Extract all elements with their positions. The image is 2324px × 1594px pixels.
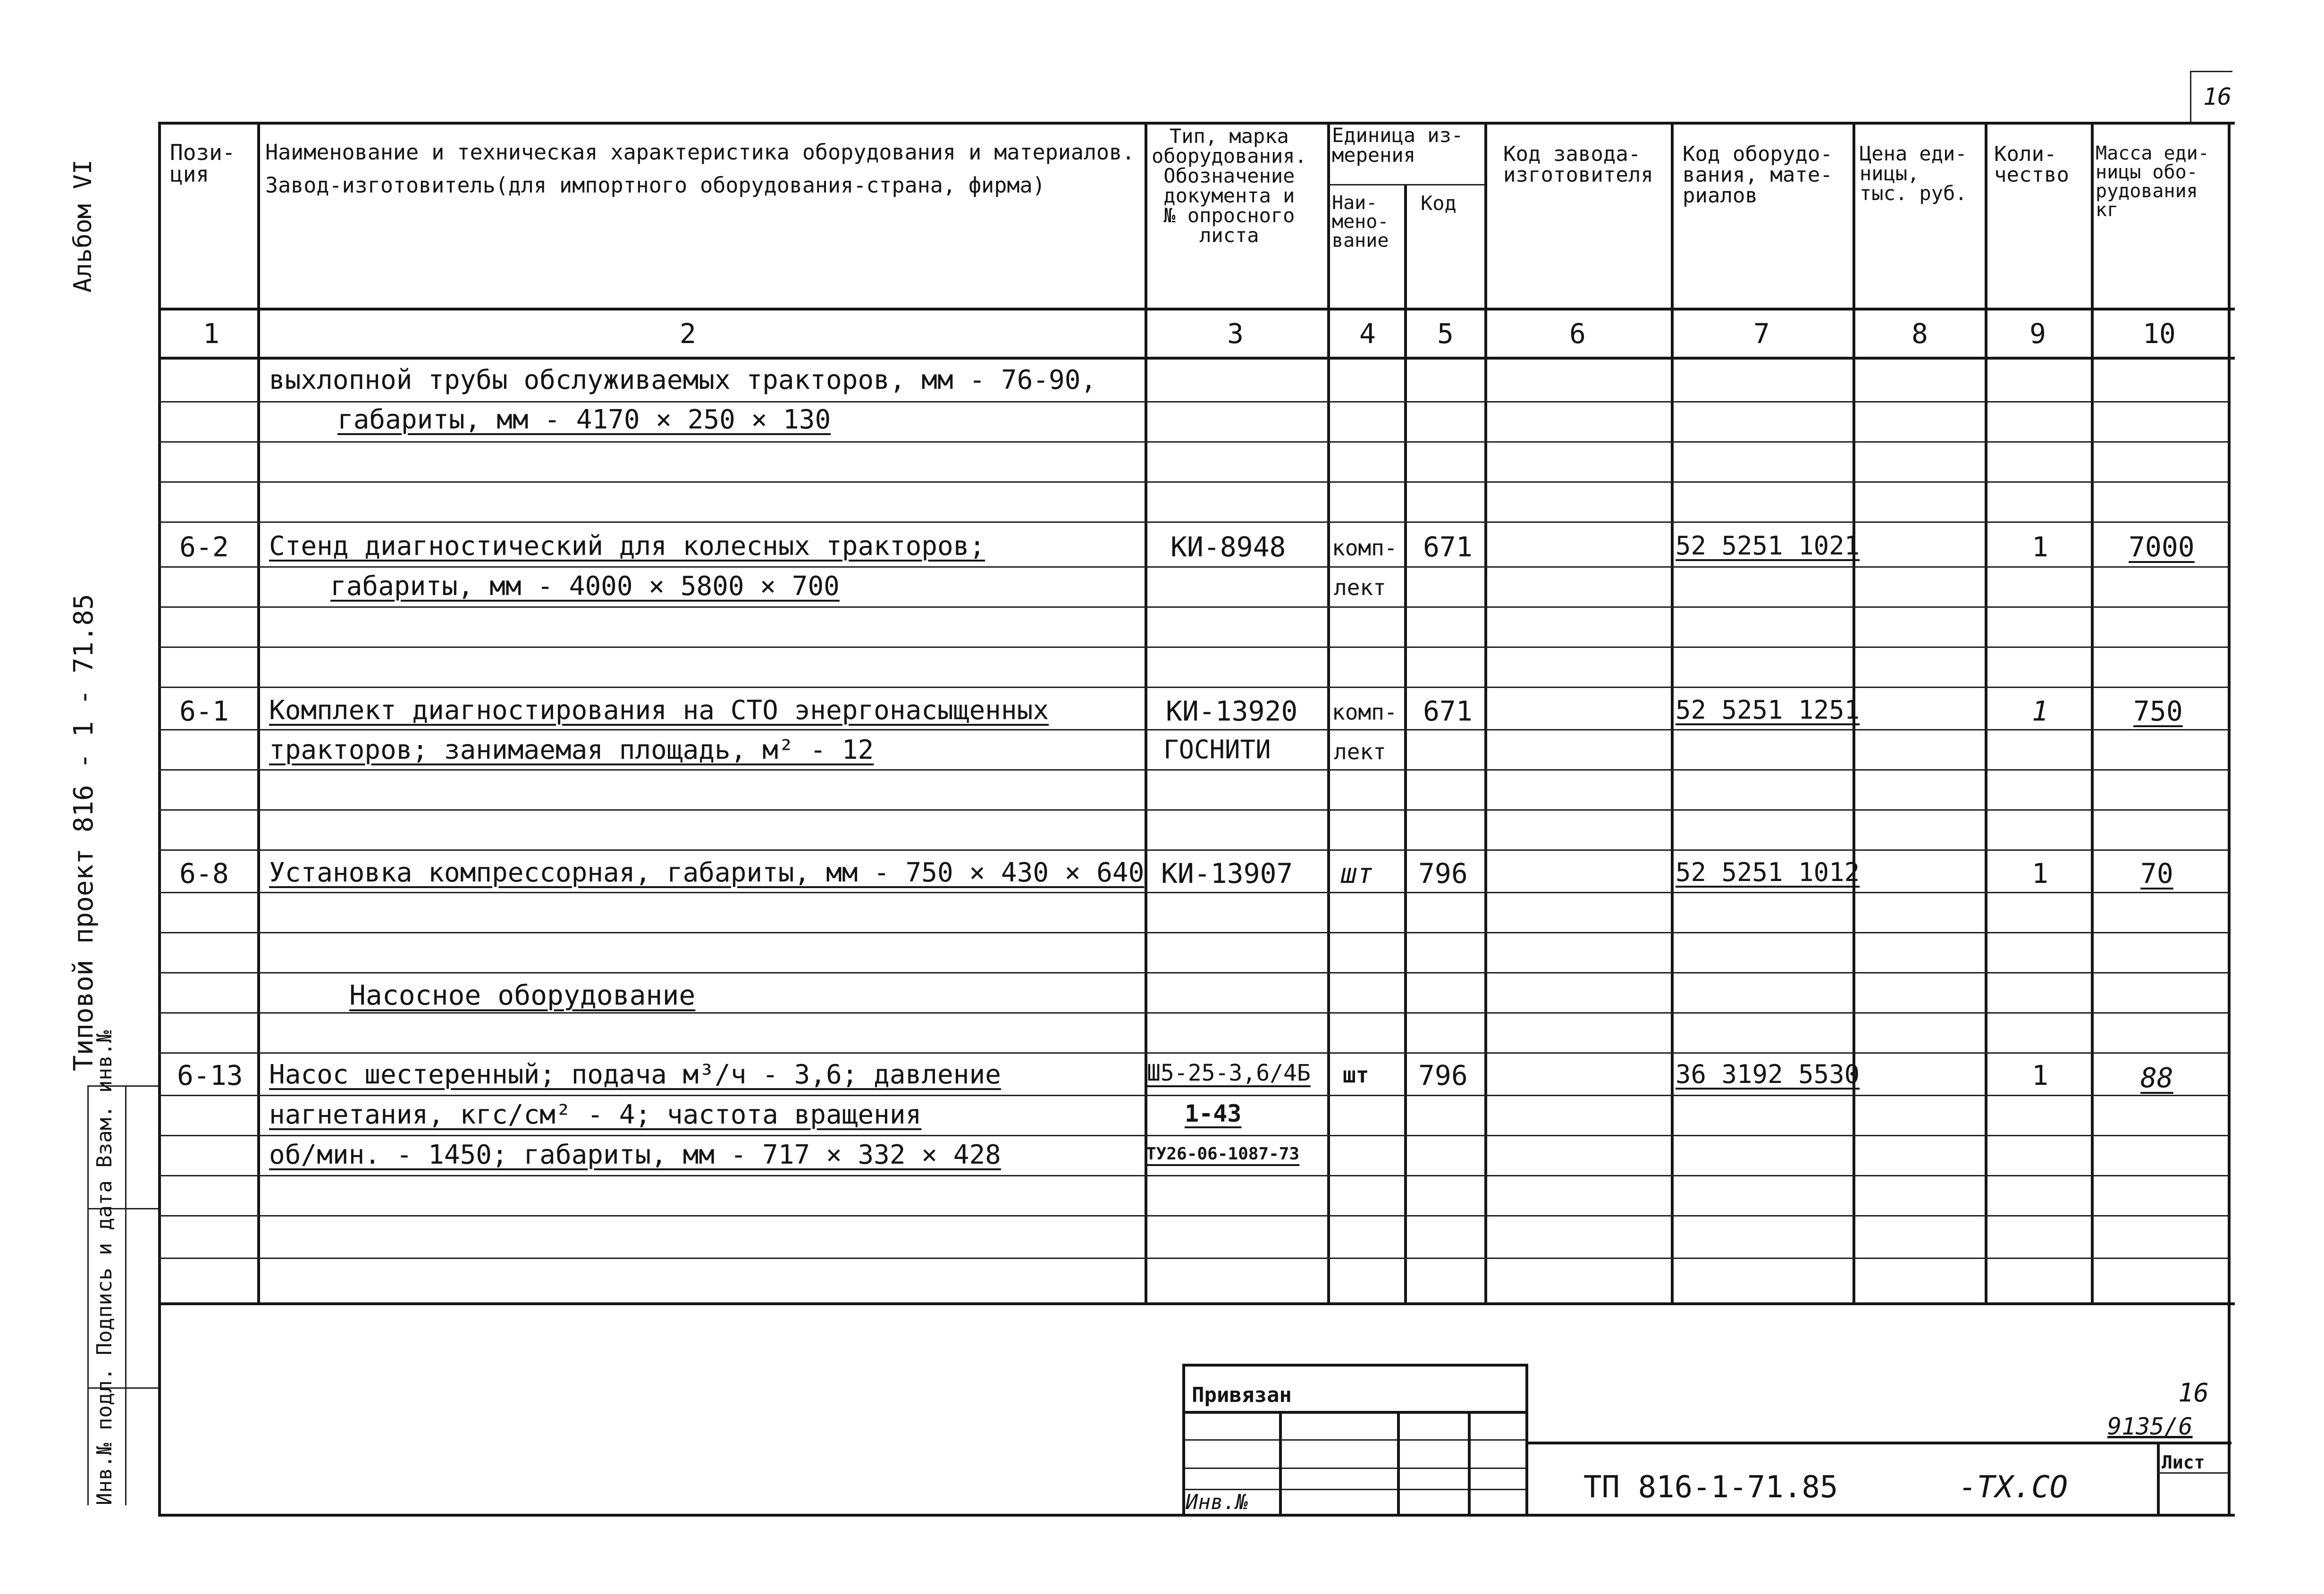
sheet-label: Лист bbox=[2162, 1452, 2205, 1473]
col-number-1: 1 bbox=[203, 318, 219, 350]
section-heading: Насосное оборудование bbox=[349, 979, 696, 1011]
title-block-top bbox=[1184, 1364, 1528, 1367]
row-line bbox=[158, 441, 2229, 443]
row-line bbox=[158, 1215, 2229, 1216]
item3-unit: шт bbox=[1340, 857, 1373, 889]
header-equipment-code: Код оборудо- вания, мате- риалов bbox=[1683, 142, 1833, 208]
col-number-4: 4 bbox=[1359, 318, 1376, 350]
col-sep-5 bbox=[1484, 122, 1487, 1304]
document-suffix: -ТХ.СО bbox=[1959, 1470, 2068, 1505]
item1-code: 671 bbox=[1423, 531, 1473, 563]
item4-position: 6-13 bbox=[177, 1059, 243, 1091]
row-line bbox=[158, 646, 2229, 648]
item4-quantity: 1 bbox=[2032, 1059, 2048, 1091]
item4-type-line3: ТУ26-06-1087-73 bbox=[1146, 1144, 1300, 1164]
item4-name-line3: об/мин. - 1450; габариты, мм - 717 × 332 × 428 bbox=[269, 1140, 1001, 1170]
row-line bbox=[158, 1135, 2229, 1136]
row-line bbox=[158, 481, 2229, 483]
item2-name-line2: тракторов; занимаемая площадь, м² - 12 bbox=[269, 735, 874, 765]
title-sheet-number: 16 bbox=[2178, 1378, 2209, 1408]
item1-name-line2: габариты, мм - 4000 × 5800 × 700 bbox=[330, 571, 840, 602]
continuation-line-2: габариты, мм - 4170 × 250 × 130 bbox=[337, 404, 831, 435]
row-line bbox=[158, 1012, 2229, 1014]
archive-number: 9135/6 bbox=[2107, 1413, 2193, 1440]
item4-equipment-code: 36 3192 5530 bbox=[1676, 1059, 1860, 1089]
sheet-number-box-top bbox=[2190, 71, 2232, 72]
header-mass: Масса еди- ницы обо- рудования кг bbox=[2096, 143, 2209, 221]
item4-mass: 88 bbox=[2140, 1062, 2173, 1094]
item3-equipment-code: 52 5251 1012 bbox=[1676, 857, 1860, 887]
title-block-line bbox=[1184, 1439, 1528, 1441]
item4-unit: шт bbox=[1343, 1062, 1369, 1088]
row-line bbox=[158, 729, 2229, 730]
header-unit-price: Цена еди- ницы, тыс. руб. bbox=[1860, 142, 1967, 205]
item2-position: 6-1 bbox=[179, 695, 229, 727]
row-line bbox=[158, 849, 2229, 851]
col-sep-9 bbox=[2091, 122, 2094, 1304]
item3-mass: 70 bbox=[2140, 857, 2173, 889]
sheet-number-box-left bbox=[2190, 71, 2191, 122]
item1-mass: 7000 bbox=[2129, 531, 2195, 563]
item1-quantity: 1 bbox=[2032, 531, 2048, 563]
title-block-left bbox=[1182, 1364, 1185, 1515]
header-name-line1: Наименование и техническая характеристика оборудования и материалов. bbox=[265, 140, 1135, 165]
col-sep-1 bbox=[257, 122, 260, 1304]
title-block-sheet-sep bbox=[2157, 1444, 2160, 1515]
row-line bbox=[158, 606, 2229, 608]
row-line bbox=[158, 932, 2229, 933]
header-quantity: Коли- чество bbox=[1994, 142, 2069, 187]
col-number-2: 2 bbox=[680, 318, 696, 350]
bound-label: Привязан bbox=[1192, 1383, 1292, 1407]
row-line bbox=[158, 1175, 2229, 1176]
item4-name-line1: Насос шестеренный; подача м³/ч - 3,6; давление bbox=[269, 1059, 1001, 1090]
col-number-6: 6 bbox=[1569, 318, 1586, 350]
col-sep-8 bbox=[1985, 122, 1987, 1304]
item1-type: КИ-8948 bbox=[1170, 531, 1286, 563]
row-line bbox=[158, 521, 2229, 523]
item2-type-line2: ГОСНИТИ bbox=[1163, 735, 1271, 764]
item4-code: 796 bbox=[1418, 1059, 1468, 1091]
row-line bbox=[158, 972, 2229, 973]
album-label: Альбом VI bbox=[69, 159, 97, 293]
header-bottom-border bbox=[158, 308, 2235, 310]
stamp-label: Инв.№ подл. Подпись и дата Взам. инв.№ bbox=[93, 1030, 117, 1505]
item1-unit-line1: комп- bbox=[1332, 535, 1398, 561]
row-line bbox=[158, 401, 2229, 403]
item1-position: 6-2 bbox=[179, 531, 229, 563]
stamp-column-left bbox=[87, 1085, 89, 1505]
table-left-border bbox=[158, 122, 161, 1515]
header-manufacturer-code: Код завода- изготовителя bbox=[1503, 142, 1653, 187]
header-type: Тип, марка оборудования. Обозначение документа и № опросного листа bbox=[1152, 125, 1307, 247]
col-number-8: 8 bbox=[1911, 318, 1928, 350]
title-block-sep bbox=[1525, 1364, 1528, 1515]
inventory-label: Инв.№ bbox=[1186, 1490, 1248, 1514]
title-block-line bbox=[1184, 1468, 1528, 1469]
row-line bbox=[158, 566, 2229, 568]
col-sep-6 bbox=[1671, 122, 1674, 1304]
item4-name-line2: нагнетания, кгс/см² - 4; частота вращения bbox=[269, 1099, 922, 1130]
item2-unit-line2: лект bbox=[1334, 739, 1386, 764]
table-right-border bbox=[2228, 122, 2231, 1515]
item3-name: Установка компрессорная, габариты, мм - 750 × 430 × 640 bbox=[269, 857, 1145, 888]
title-block-line bbox=[1184, 1411, 1528, 1414]
row-line bbox=[158, 1258, 2229, 1259]
row-line bbox=[158, 769, 2229, 771]
body-bottom-border bbox=[158, 1302, 2235, 1305]
header-unit-code: Код bbox=[1421, 192, 1457, 215]
document-code: ТП 816-1-71.85 bbox=[1583, 1470, 1838, 1505]
col-sep-3 bbox=[1327, 122, 1330, 1304]
header-position: Пози- ция bbox=[170, 140, 236, 187]
sheet-number: 16 bbox=[2203, 83, 2232, 110]
item3-quantity: 1 bbox=[2032, 857, 2048, 889]
col-number-7: 7 bbox=[1753, 318, 1770, 350]
item1-name-line1: Стенд диагностический для колесных тракторов; bbox=[269, 531, 985, 562]
item2-name-line1: Комплект диагностирования на СТО энергонасыщенных bbox=[269, 695, 1049, 726]
header-unit-group: Единица из- мерения bbox=[1332, 124, 1464, 167]
title-block-sep bbox=[1279, 1411, 1282, 1515]
title-block-main-top bbox=[1528, 1442, 2231, 1444]
item3-code: 796 bbox=[1418, 857, 1468, 889]
unit-group-divider bbox=[1329, 184, 1484, 185]
item2-code: 671 bbox=[1423, 695, 1473, 727]
item2-mass: 750 bbox=[2133, 695, 2183, 727]
item1-equipment-code: 52 5251 1021 bbox=[1676, 531, 1860, 561]
item4-type-line2: 1-43 bbox=[1185, 1100, 1242, 1127]
row-line bbox=[158, 687, 2229, 688]
row-line bbox=[158, 1052, 2229, 1054]
col-number-5: 5 bbox=[1437, 318, 1454, 350]
row-line bbox=[158, 892, 2229, 893]
item2-type-line1: КИ-13920 bbox=[1166, 695, 1298, 727]
project-label: Типовой проект 816 - 1 - 71.85 bbox=[68, 594, 99, 1071]
col-number-10: 10 bbox=[2143, 318, 2176, 350]
col-number-9: 9 bbox=[2029, 318, 2046, 350]
header-name-line2: Завод-изготовитель(для импортного оборудования-страна, фирма) bbox=[265, 173, 1045, 198]
item2-equipment-code: 52 5251 1251 bbox=[1676, 695, 1860, 725]
col-sep-2 bbox=[1145, 122, 1147, 1304]
header-unit-name: Наи- мено- вание bbox=[1332, 192, 1389, 252]
title-block-sep bbox=[1397, 1411, 1400, 1515]
col-number-3: 3 bbox=[1227, 318, 1244, 350]
item3-type: КИ-13907 bbox=[1161, 857, 1293, 889]
item2-unit-line1: комп- bbox=[1332, 699, 1398, 725]
stamp-column-right bbox=[125, 1085, 126, 1505]
row-line bbox=[158, 809, 2229, 811]
item3-position: 6-8 bbox=[179, 857, 229, 889]
continuation-line-1: выхлопной трубы обслуживаемых тракторов, мм - 76-90, bbox=[269, 365, 1097, 395]
numbers-bottom-border bbox=[158, 357, 2235, 360]
item2-quantity: 1 bbox=[2032, 695, 2048, 727]
title-block-sep bbox=[1468, 1411, 1471, 1515]
item1-unit-line2: лект bbox=[1334, 575, 1386, 600]
row-line bbox=[158, 1095, 2229, 1096]
item4-type-line1: Ш5-25-3,6/4Б bbox=[1147, 1060, 1311, 1086]
